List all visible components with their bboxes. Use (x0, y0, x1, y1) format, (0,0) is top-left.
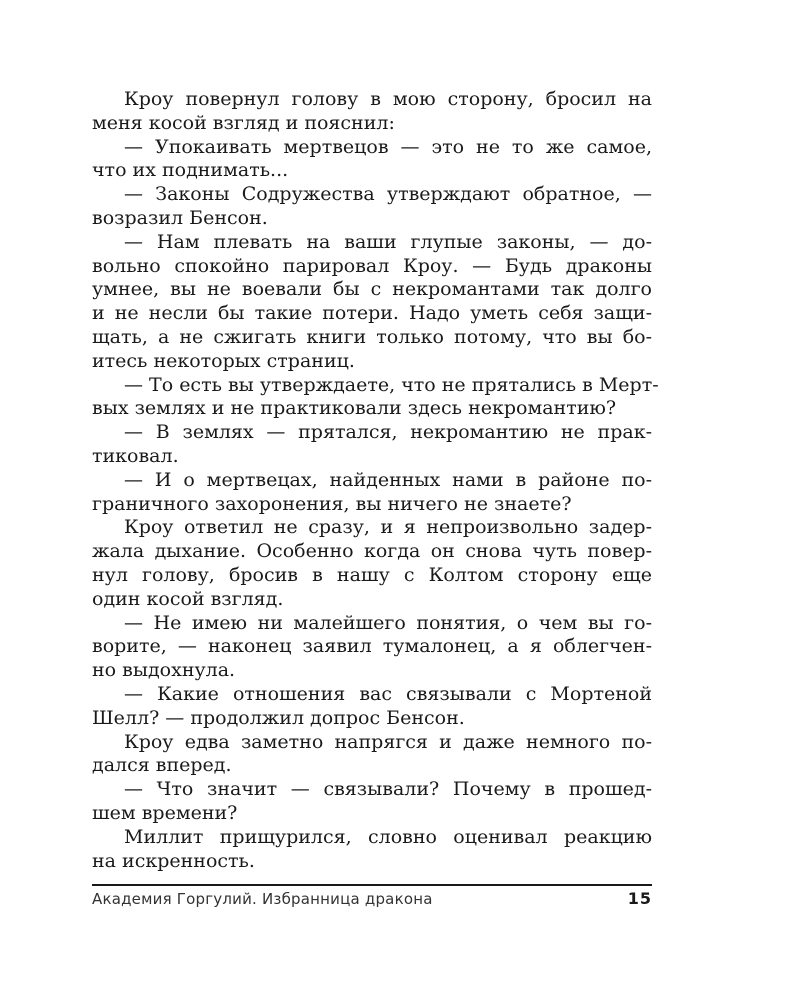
page-number: 15 (627, 889, 652, 908)
text-line: — То есть вы утверждаете, что не прятались в Мерт- (124, 373, 659, 396)
text-line: — Что значит — связывали? Почему в прошед- (124, 778, 652, 801)
text-line: Шелл? — продолжил допрос Бенсон. (92, 706, 465, 729)
running-footer-title: Академия Горгулий. Избранница дракона (92, 890, 433, 908)
text-line: — Не имею ни малейшего понятия, о чем вы го- (124, 611, 652, 634)
text-line: но выдохнула. (92, 659, 236, 682)
text-line: дался вперед. (92, 754, 232, 777)
text-line: нул голову, бросив в нашу с Колтом сторону еще (92, 563, 652, 586)
text-line: жала дыхание. Особенно когда он снова чуть повер- (92, 540, 652, 563)
text-line: щать, а не сжигать книги только потому, что вы бо- (92, 325, 652, 348)
text-line: Миллит прищурился, словно оценивал реакцию (124, 825, 652, 848)
text-line: итесь некоторых страниц. (92, 349, 355, 372)
text-line: на искренность. (92, 849, 255, 872)
text-line: умнее, вы не воевали бы с некромантами так долго (92, 278, 652, 301)
text-line: ворите, — наконец заявил тумалонец, а я облегчен- (92, 635, 652, 658)
text-line: меня косой взгляд и пояснил: (92, 111, 395, 134)
body-text (92, 88, 659, 873)
text-line: — И о мертвецах, найденных нами в районе по- (124, 468, 652, 491)
text-line: Кроу повернул голову в мою сторону, бросил на (124, 88, 652, 110)
text-line: — Упокаивать мертвецов — это не то же самое, (124, 135, 652, 158)
text-line: — Нам плевать на ваши глупые законы, — до- (124, 230, 652, 253)
text-line: вых землях и не практиковали здесь некромантию? (92, 397, 617, 420)
text-line: вольно спокойно парировал Кроу. — Будь драконы (92, 254, 652, 277)
text-line: — Законы Содружества утверждают обратное, — (124, 183, 652, 206)
text-line: один косой взгляд. (92, 587, 284, 610)
text-line: возразил Бенсон. (92, 206, 268, 229)
text-line: что их поднимать... (92, 159, 289, 182)
text-line: граничного захоронения, вы ничего не знаете? (92, 492, 572, 515)
text-line: Кроу едва заметно напрягся и даже немного по- (124, 730, 652, 753)
text-line: Кроу ответил не сразу, и я непроизвольно задер- (124, 516, 652, 539)
text-line: — В землях — прятался, некромантию не прак- (124, 421, 652, 444)
footer-divider (92, 884, 652, 886)
text-line: тиковал. (92, 444, 179, 467)
text-line: и не несли бы такие потери. Надо уметь себя защи- (92, 302, 652, 325)
text-line: — Какие отношения вас связывали с Мортеной (124, 682, 652, 705)
text-line: шем времени? (92, 801, 238, 824)
